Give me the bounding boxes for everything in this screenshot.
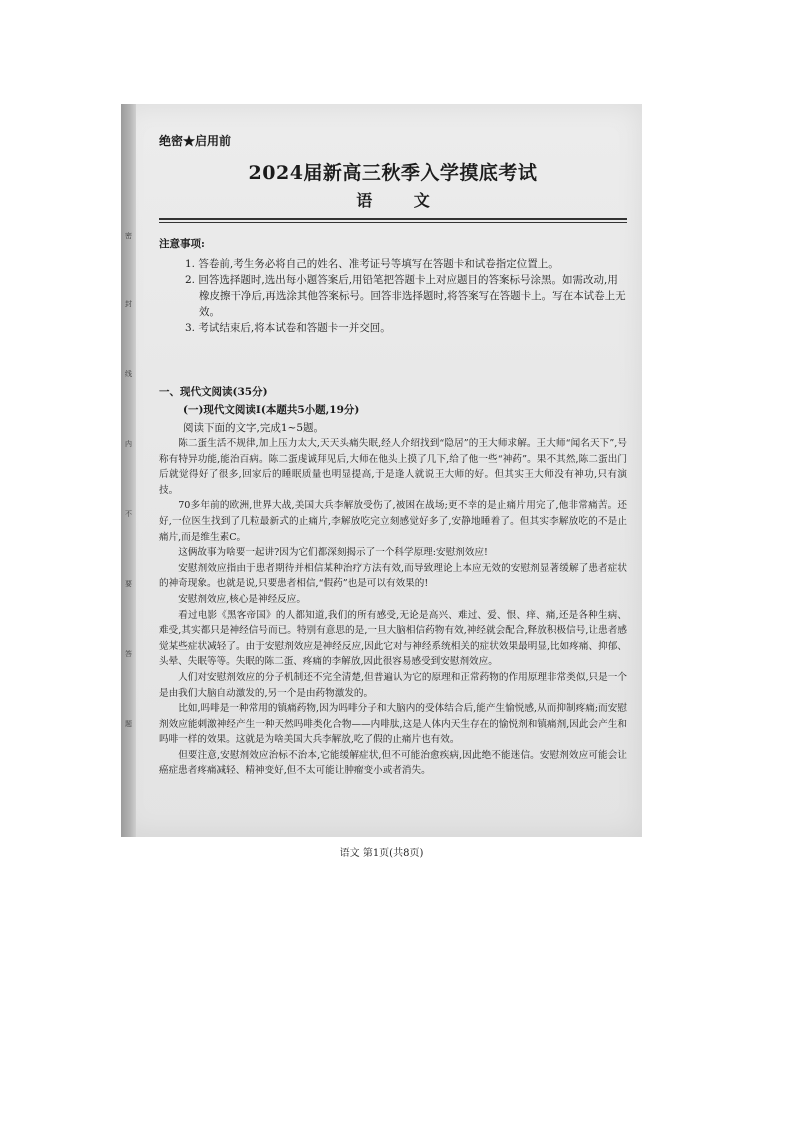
binding-char: 答 (125, 650, 132, 658)
reading-instruction: 阅读下面的文字,完成1~5题。 (183, 422, 324, 434)
passage-paragraph: 安慰剂效应指由于患者期待并相信某种治疗方法有效,而导致理论上本应无效的安慰剂显著缓解了患者症状的神奇现象。也就是说,只要患者相信,“假药”也是可以有效果的! (159, 562, 627, 590)
passage-paragraph: 安慰剂效应,核心是神经反应。 (178, 593, 306, 605)
reading-passage (159, 436, 627, 779)
passage-paragraph: 人们对安慰剂效应的分子机制还不完全清楚,但普遍认为它的原理和正常药物的作用原理非常类似,只是一个是由我们大脑自动激发的,另一个是由药物激发的。 (159, 671, 627, 699)
passage-paragraph: 70多年前的欧洲,世界大战,美国大兵李解放受伤了,被困在战场;更不幸的是止痛片用完了,他非常痛苦。还好,一位医生找到了几粒最新式的止痛片,李解放吃完立刻感觉好多了,安静地睡着了。但其实李解放吃的不是止痛片,而是维生素C。 (159, 500, 627, 543)
binding-char: 密 (125, 232, 132, 240)
header-rule-thick (159, 218, 627, 220)
binding-char: 封 (125, 300, 132, 308)
passage-paragraph: 但要注意,安慰剂效应治标不治本,它能缓解症状,但不可能治愈疾病,因此绝不能迷信。安慰剂效应可能会让癌症患者疼痛减轻、精神变好,但不太可能让肿瘤变小或者消失。 (159, 749, 627, 777)
binding-char: 不 (125, 510, 132, 518)
binding-char: 内 (125, 440, 132, 448)
binding-char: 要 (125, 580, 132, 588)
passage-paragraph: 这俩故事为啥要一起讲?因为它们都深刻揭示了一个科学原理:安慰剂效应! (178, 547, 488, 559)
notice-list (185, 256, 627, 336)
section-title: 一、现代文阅读(35分) (159, 386, 268, 398)
subject-title: 语 文 (356, 191, 448, 210)
binding-char: 题 (125, 720, 132, 728)
notice-item: 3. 考试结束后,将本试卷和答题卡一并交回。 (185, 322, 391, 334)
passage-paragraph: 比如,吗啡是一种常用的镇痛药物,因为吗啡分子和大脑内的受体结合后,能产生愉悦感,从而抑制疼痛;而安慰剂效应能刺激神经产生一种天然吗啡类化合物——内啡肽,这是人体内天生存在的愉悦剂和镇痛剂,因此会产生和吗啡一样的效果。这就是为啥美国大兵李解放,吃了假的止痛片也有效。 (159, 703, 627, 746)
page-footer: 语文 第1页(共8页) (339, 848, 424, 859)
header-rule-thin (159, 222, 627, 223)
scanned-exam-page (121, 104, 642, 837)
notice-item: 2. 回答选择题时,选出每小题答案后,用铅笔把答题卡上对应题目的答案标号涂黑。如需改动,用橡皮擦干净后,再选涂其他答案标号。回答非选择题时,将答案写在答题卡上。写在本试卷上无效。 (185, 274, 626, 318)
secret-label: 绝密★启用前 (159, 134, 232, 148)
notice-heading: 注意事项: (159, 238, 205, 250)
exam-title: 2024届新高三秋季入学摸底考试 (248, 162, 538, 184)
passage-paragraph: 陈二蛋生活不规律,加上压力太大,天天头痛失眠,经人介绍找到“隐居”的王大师求解。王大师“闻名天下”,号称有特异功能,能治百病。陈二蛋虔诚拜见后,大师在他头上摸了几下,给了他一些“神药”。果不其然,陈二蛋出门后就觉得好了很多,回家后的睡眠质量也明显提高,于是逢人就说王大师的好。但其实王大师没有神功,只有演技。 (159, 438, 627, 496)
subsection-title: (一)现代文阅读Ⅰ(本题共5小题,19分) (183, 404, 360, 416)
passage-paragraph: 看过电影《黑客帝国》的人都知道,我们的所有感受,无论是高兴、难过、爱、恨、痒、痛,还是各种生病、难受,其实都只是神经信号而已。特别有意思的是,一旦大脑相信药物有效,神经就会配合,释放积极信号,让患者感觉某些症状减轻了。由于安慰剂效应是神经反应,因此它对与神经系统相关的症状效果最明显,比如疼痛、抑郁、头晕、失眠等等。失眠的陈二蛋、疼痛的李解放,因此很容易感受到安慰剂效应。 (159, 609, 627, 668)
binding-strip (121, 104, 136, 837)
notice-item: 1. 答卷前,考生务必将自己的姓名、准考证号等填写在答题卡和试卷指定位置上。 (185, 258, 559, 270)
binding-char: 线 (125, 370, 132, 378)
